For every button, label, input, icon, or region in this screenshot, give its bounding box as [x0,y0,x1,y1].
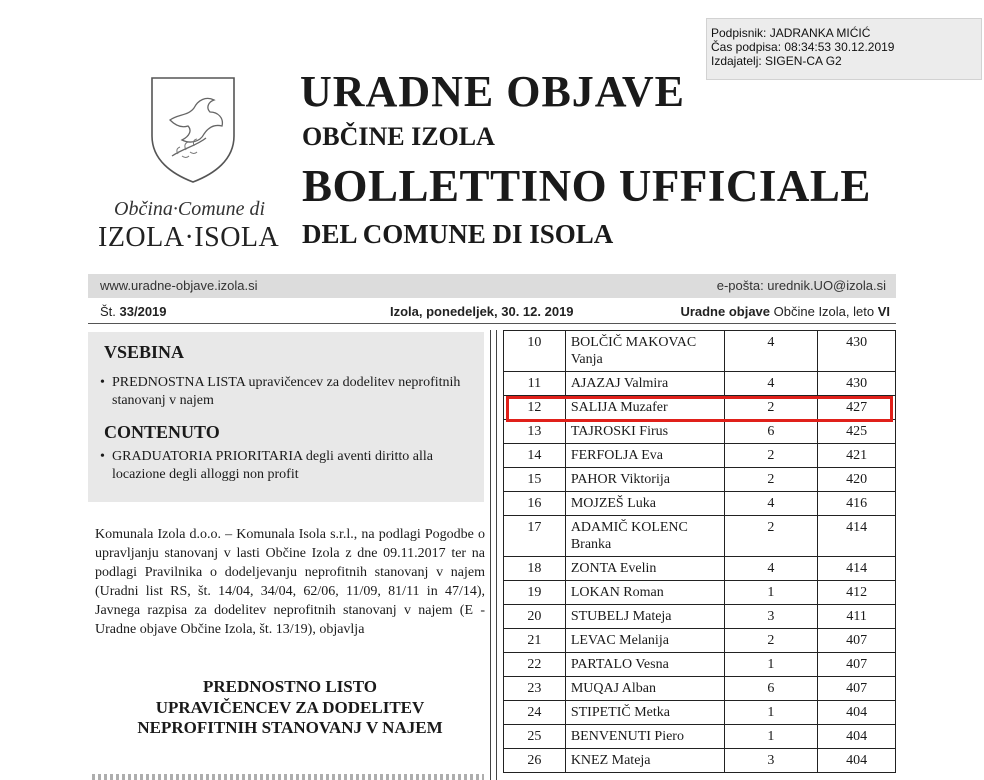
category: 1 [724,581,818,605]
applicant-name: AJAZAJ Valmira [565,372,724,396]
highlight-box [506,396,893,422]
points: 430 [818,331,896,372]
category: 2 [724,396,818,420]
table-row [504,420,896,444]
table-row [504,372,896,396]
municipality-name-line1: Občina·Comune di [114,198,266,220]
table-row [504,725,896,749]
row-number: 12 [504,396,566,420]
applicant-name: SALIJA Muzafer [565,396,724,420]
points: 407 [818,677,896,701]
row-number: 10 [504,331,566,372]
points: 425 [818,420,896,444]
issue-number: Št. 33/2019 [100,304,167,319]
category: 2 [724,629,818,653]
applicant-name: PAHOR Viktorija [565,468,724,492]
row-number: 17 [504,516,566,557]
points: 421 [818,444,896,468]
row-number: 25 [504,725,566,749]
publication-name: Uradne objave Občine Izola, leto VI [680,304,890,319]
points: 407 [818,653,896,677]
points: 427 [818,396,896,420]
category: 2 [724,516,818,557]
website-link[interactable]: www.uradne-objave.izola.si [100,278,258,293]
applicant-name: LOKAN Roman [565,581,724,605]
table-row [504,444,896,468]
municipality-name-line2: IZOLA·ISOLA [98,222,280,253]
applicant-name: BENVENUTI Piero [565,725,724,749]
table-row [504,581,896,605]
masthead-title-sl: URADNE OBJAVE [300,67,686,116]
applicant-name: MOJZEŠ Luka [565,492,724,516]
points: 430 [818,372,896,396]
points: 404 [818,749,896,773]
row-number: 11 [504,372,566,396]
applicant-name: MUQAJ Alban [565,677,724,701]
row-number: 23 [504,677,566,701]
table-row [504,749,896,773]
points: 414 [818,557,896,581]
row-number: 13 [504,420,566,444]
signature-time: Čas podpisa: 08:34:53 30.12.2019 [711,40,895,54]
masthead-subtitle-sl: OBČINE IZOLA [302,122,495,151]
points: 404 [818,725,896,749]
contents-item-sl[interactable]: • PREDNOSTNA LISTA upravičencev za dodelitev neprofitnih stanovanj v najem [100,374,472,410]
table-row [504,701,896,725]
coat-of-arms-icon [148,74,238,184]
category: 2 [724,468,818,492]
applicant-name: FERFOLJA Eva [565,444,724,468]
applicant-name: PARTALO Vesna [565,653,724,677]
contact-bar [88,274,896,298]
points: 414 [818,516,896,557]
contents-heading-sl: VSEBINA [104,342,185,362]
points: 412 [818,581,896,605]
table-row [504,653,896,677]
applicant-name: BOLČIČ MAKOVAC Vanja [565,331,724,372]
contents-box [88,332,484,502]
category: 1 [724,725,818,749]
table-row [504,492,896,516]
intro-paragraph: Komunala Izola d.o.o. – Komunala Isola s.r.l., na podlagi Pogodbe o upravljanju stanovanj v lasti Občine Izola z dne 09.11.2017 ter na podlagi Pravilnika o dodeljevanju neprofitnih stanovanj v najem (Uradni list RS, št. 14/04, 34/04, 62/06, 11/09, 81/11 in 47/14), Javnega razpisa za dodelitev neprofitnih stanovanj v najem (E - Uradne objave Občine Izola, št. 13/19), objavlja [95,527,485,637]
category: 1 [724,701,818,725]
column-rule [496,330,497,780]
table-row [504,468,896,492]
category: 4 [724,331,818,372]
applicant-name: ZONTA Evelin [565,557,724,581]
cut-off-text [92,774,484,780]
table-row [504,629,896,653]
category: 3 [724,605,818,629]
row-number: 20 [504,605,566,629]
points: 407 [818,629,896,653]
category: 1 [724,653,818,677]
row-number: 19 [504,581,566,605]
applicant-name: ADAMIČ KOLENC Branka [565,516,724,557]
points: 411 [818,605,896,629]
row-number: 24 [504,701,566,725]
column-rule [490,330,491,780]
category: 4 [724,557,818,581]
category: 6 [724,677,818,701]
contents-heading-it: CONTENUTO [104,422,220,442]
masthead-title-it: BOLLETTINO UFFICIALE [302,161,871,211]
category: 2 [724,444,818,468]
table-row [504,605,896,629]
points: 404 [818,701,896,725]
issue-line [88,299,896,324]
category: 4 [724,492,818,516]
masthead-subtitle-it: DEL COMUNE DI ISOLA [302,219,614,249]
applicant-name: STUBELJ Mateja [565,605,724,629]
signature-issuer: Izdajatelj: SIGEN-CA G2 [711,54,842,68]
applicant-name: STIPETIČ Metka [565,701,724,725]
row-number: 16 [504,492,566,516]
applicant-name: TAJROSKI Firus [565,420,724,444]
row-number: 22 [504,653,566,677]
digital-signature-box [706,18,982,80]
signature-signer: Podpisnik: JADRANKA MIĆIĆ [711,26,871,40]
table-row [504,677,896,701]
row-number: 14 [504,444,566,468]
contents-item-it[interactable]: • GRADUATORIA PRIORITARIA degli aventi diritto alla locazione degli alloggi non profit [100,448,472,484]
points: 420 [818,468,896,492]
table-row [504,331,896,372]
applicant-name: LEVAC Melanija [565,629,724,653]
table-row [504,557,896,581]
row-number: 15 [504,468,566,492]
category: 4 [724,372,818,396]
category: 6 [724,420,818,444]
category: 3 [724,749,818,773]
list-title: PREDNOSTNO LISTO UPRAVIČENCEV ZA DODELITEV NEPROFITNIH STANOVANJ V NAJEM [137,677,443,737]
table-row [504,516,896,557]
row-number: 21 [504,629,566,653]
row-number: 18 [504,557,566,581]
email-link[interactable]: e-pošta: urednik.UO@izola.si [716,278,886,293]
applicant-name: KNEZ Mateja [565,749,724,773]
issue-date: Izola, ponedeljek, 30. 12. 2019 [390,304,574,319]
row-number: 26 [504,749,566,773]
points: 416 [818,492,896,516]
